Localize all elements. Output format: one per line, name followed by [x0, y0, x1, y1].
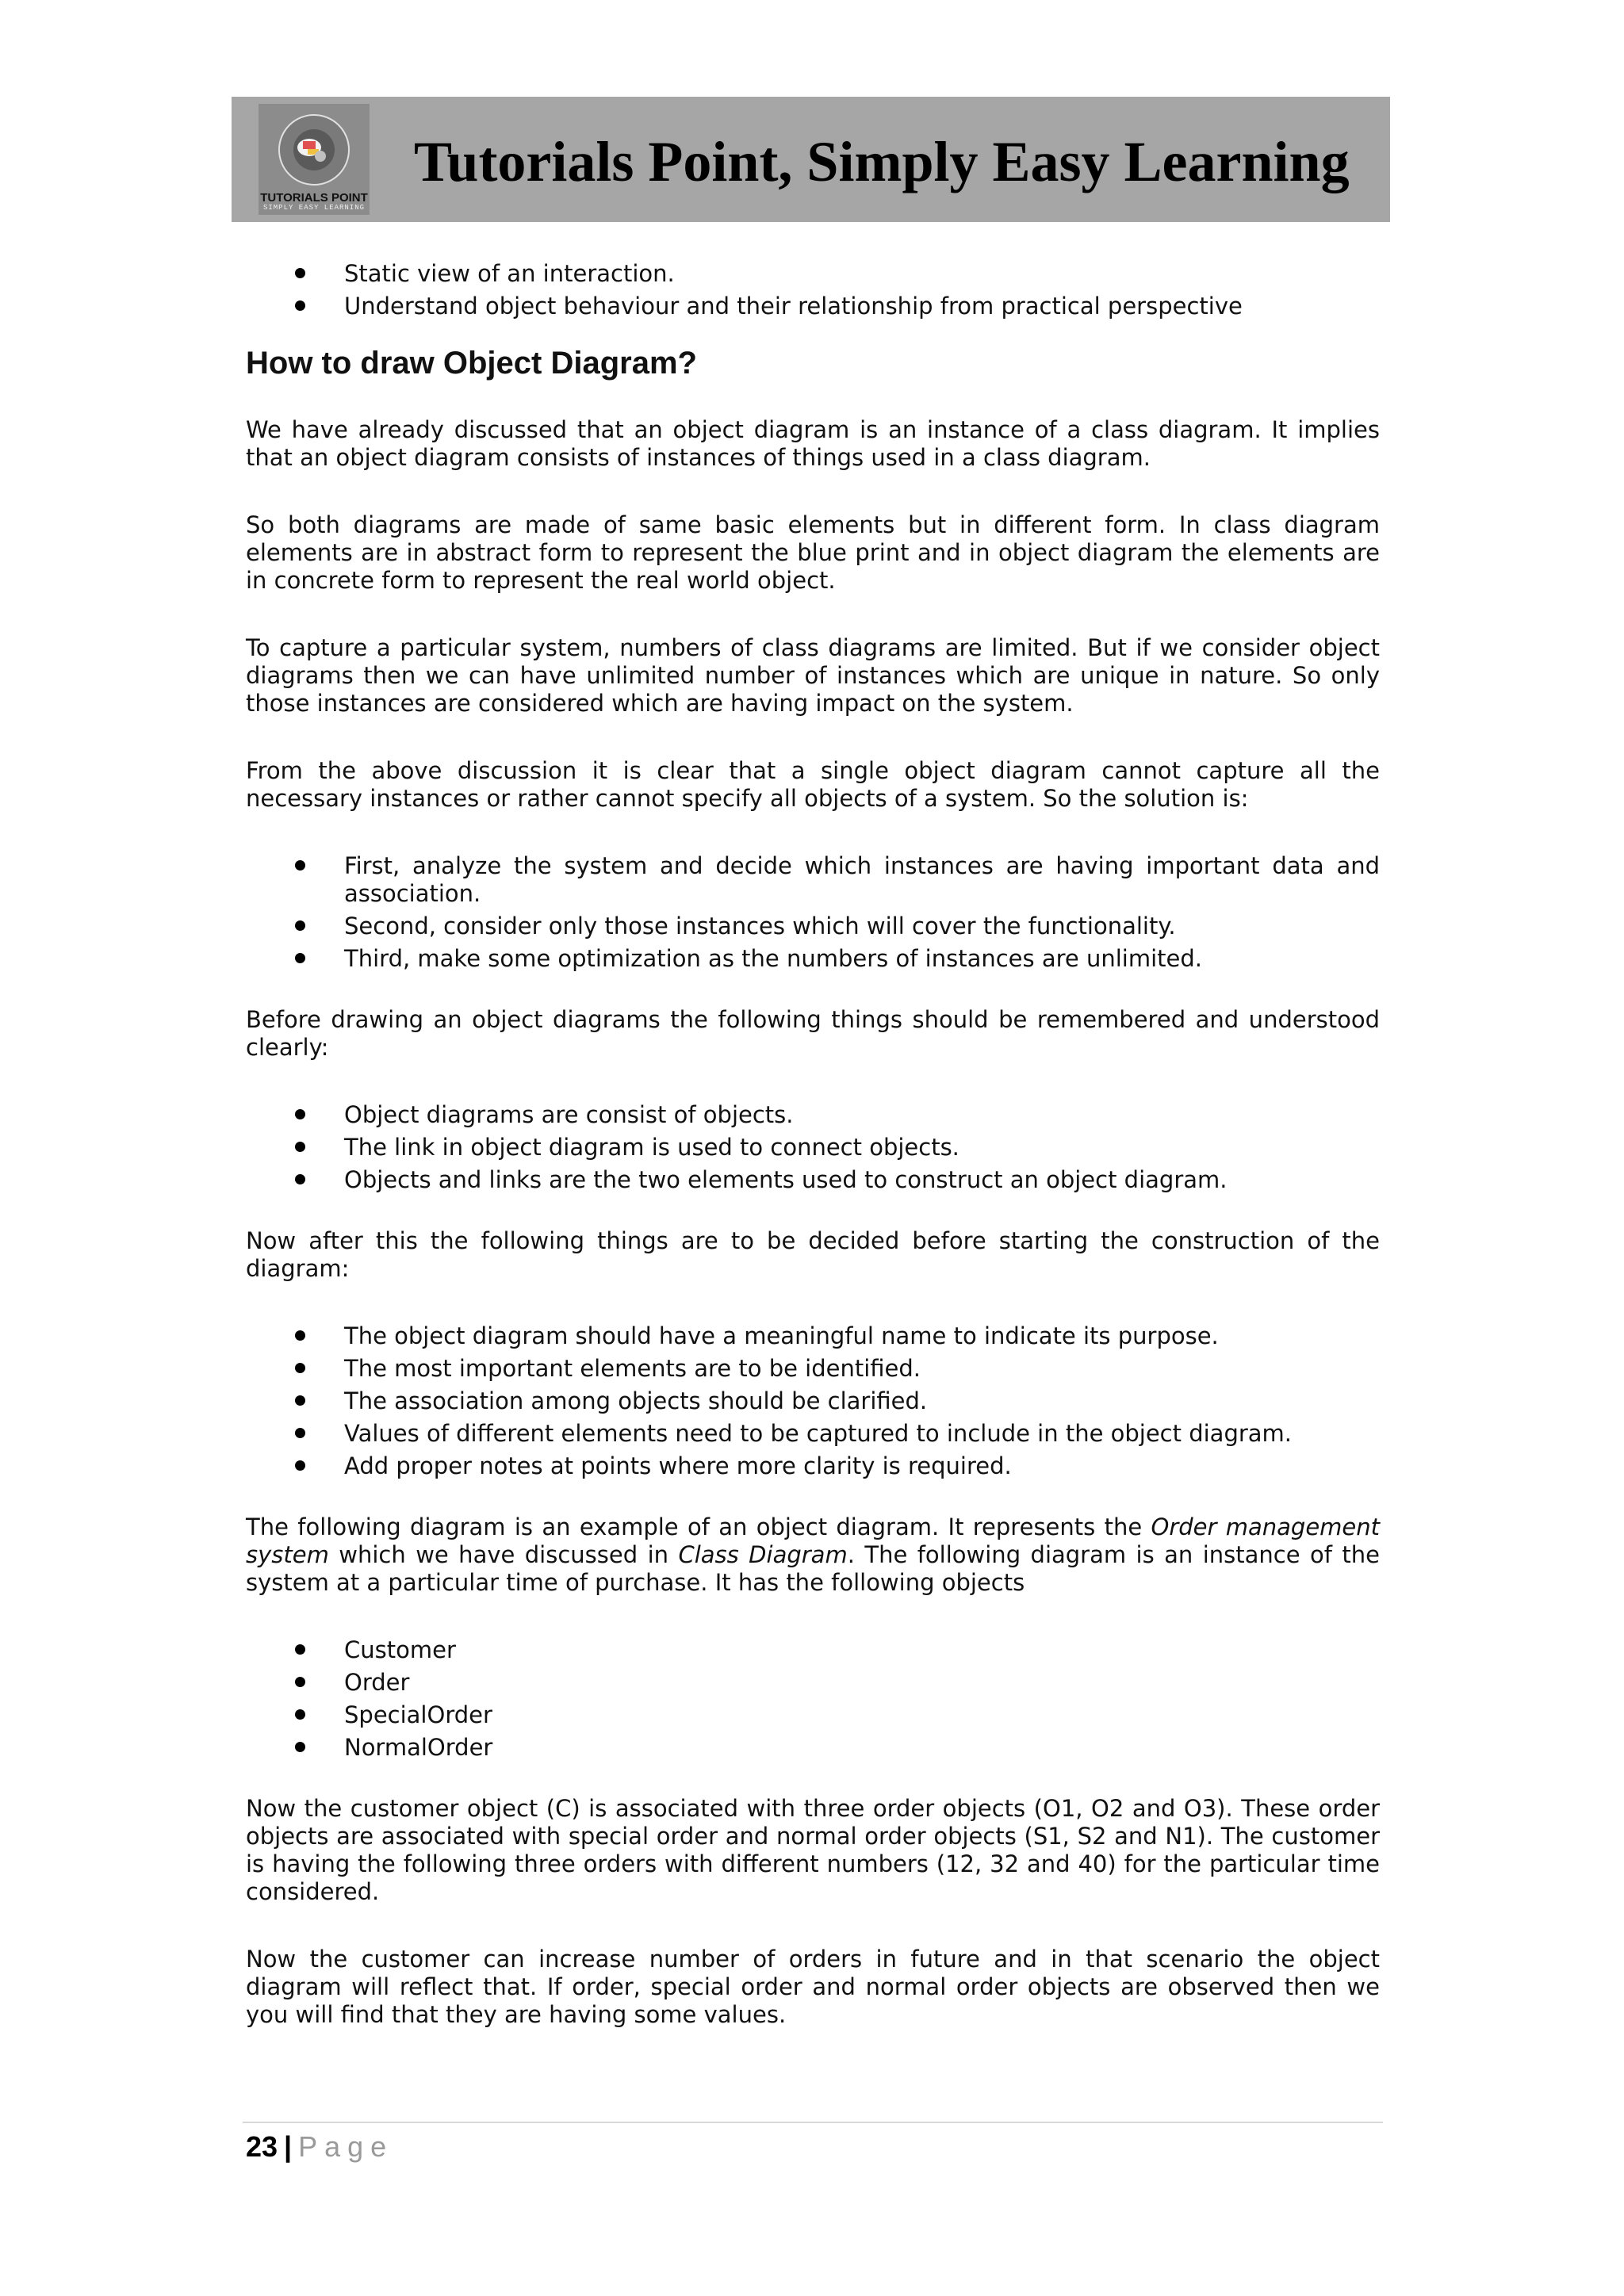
list-item: Object diagrams are consist of objects.	[246, 1101, 1380, 1129]
bullet-icon	[295, 1395, 305, 1406]
page-footer	[246, 2130, 393, 2164]
paragraph-7: The following diagram is an example of an object diagram. It represents the Order management system which we have discussed in Class Diagram. The following diagram is an instance of the system at a particular time of purchase. It has the following objects	[246, 1513, 1381, 1596]
tutorials-point-logo	[259, 104, 370, 215]
paragraph-1: We have already discussed that an object diagram is an instance of a class diagram. It implies that an object diagram consists of instances of things used in a class diagram.	[246, 416, 1380, 471]
bullet-icon	[295, 1428, 305, 1438]
order-management-system-ref: Order management system	[246, 1513, 1381, 1568]
bullet-icon	[295, 1330, 305, 1341]
list-item: Order	[246, 1669, 1380, 1697]
bullet-icon	[295, 1363, 305, 1373]
bullet-icon	[295, 268, 305, 278]
page-label: Page	[298, 2130, 394, 2163]
list-item: The association among objects should be clarified.	[246, 1387, 1380, 1415]
bullet-icon	[295, 953, 305, 963]
list-item: NormalOrder	[246, 1734, 1380, 1762]
paragraph-2: So both diagrams are made of same basic elements but in different form. In class diagram elements are in abstract form to represent the blue print and in object diagram the elements are in concrete form to represent the real world object.	[246, 511, 1380, 594]
bullet-icon	[295, 1709, 305, 1720]
bullet-icon	[295, 920, 305, 931]
bullet-icon	[295, 300, 305, 311]
list-item: Objects and links are the two elements used to construct an object diagram.	[246, 1166, 1380, 1194]
logo-subtext: SIMPLY EASY LEARNING	[262, 204, 366, 212]
list-item: Values of different elements need to be captured to include in the object diagram.	[246, 1420, 1380, 1448]
list-item: The link in object diagram is used to connect objects.	[246, 1134, 1380, 1161]
page-header	[232, 97, 1390, 222]
list-item: The most important elements are to be identified.	[246, 1355, 1380, 1383]
list-item: First, analyze the system and decide which instances are having important data and association.	[246, 852, 1380, 908]
class-diagram-ref: Class Diagram	[678, 1541, 848, 1568]
bullet-icon	[295, 1677, 305, 1687]
paragraph-5: Before drawing an object diagrams the following things should be remembered and understood clearly:	[246, 1006, 1380, 1061]
paragraph-8: Now the customer object (C) is associated with three order objects (O1, O2 and O3). These order objects are associated with special order and normal order objects (S1, S2 and N1). The customer is having the following three orders with different numbers (12, 32 and 40) for the particular time considered.	[246, 1795, 1380, 1905]
bullet-icon	[295, 860, 305, 871]
paragraph-9: Now the customer can increase number of orders in future and in that scenario the object diagram will reflect that. If order, special order and normal order objects are observed then we you will find that they are having some values.	[246, 1946, 1380, 2028]
list-item: SpecialOrder	[246, 1701, 1380, 1729]
page-content	[246, 260, 1380, 2029]
list-item: Customer	[246, 1636, 1380, 1664]
bullet-icon	[295, 1742, 305, 1752]
objects-list	[246, 1636, 1380, 1762]
decide-points-list	[246, 1322, 1380, 1480]
intro-bullets	[246, 260, 1380, 320]
footer-separator: |	[284, 2130, 293, 2163]
paragraph-6: Now after this the following things are to be decided before starting the construction of the diagram:	[246, 1227, 1380, 1282]
bullet-icon	[295, 1142, 305, 1152]
page-number: 23	[246, 2130, 278, 2163]
bullet-icon	[295, 1109, 305, 1119]
paragraph-4: From the above discussion it is clear that a single object diagram cannot capture all the necessary instances or rather cannot specify all objects of a system. So the solution is:	[246, 757, 1380, 812]
bullet-icon	[295, 1460, 305, 1471]
header-title: Tutorials Point, Simply Easy Learning	[414, 130, 1350, 193]
section-heading: How to draw Object Diagram?	[246, 346, 697, 381]
list-item: Third, make some optimization as the numbers of instances are unlimited.	[246, 945, 1380, 973]
list-item: The object diagram should have a meaningful name to indicate its purpose.	[246, 1322, 1380, 1350]
bullet-icon	[295, 1644, 305, 1655]
solution-steps-list	[246, 852, 1380, 973]
remember-points-list	[246, 1101, 1380, 1194]
bullet-icon	[295, 1174, 305, 1184]
logo-text: TUTORIALS POINT	[260, 191, 368, 205]
list-item: Understand object behaviour and their relationship from practical perspective	[246, 293, 1380, 320]
list-item: Static view of an interaction.	[246, 260, 1380, 288]
paragraph-3: To capture a particular system, numbers of class diagrams are limited. But if we consider object diagrams then we can have unlimited number of instances which are unique in nature. So only those instances are considered which are having impact on the system.	[246, 634, 1380, 717]
list-item: Add proper notes at points where more clarity is required.	[246, 1452, 1380, 1480]
list-item: Second, consider only those instances which will cover the functionality.	[246, 913, 1380, 940]
footer-divider	[243, 2122, 1383, 2123]
